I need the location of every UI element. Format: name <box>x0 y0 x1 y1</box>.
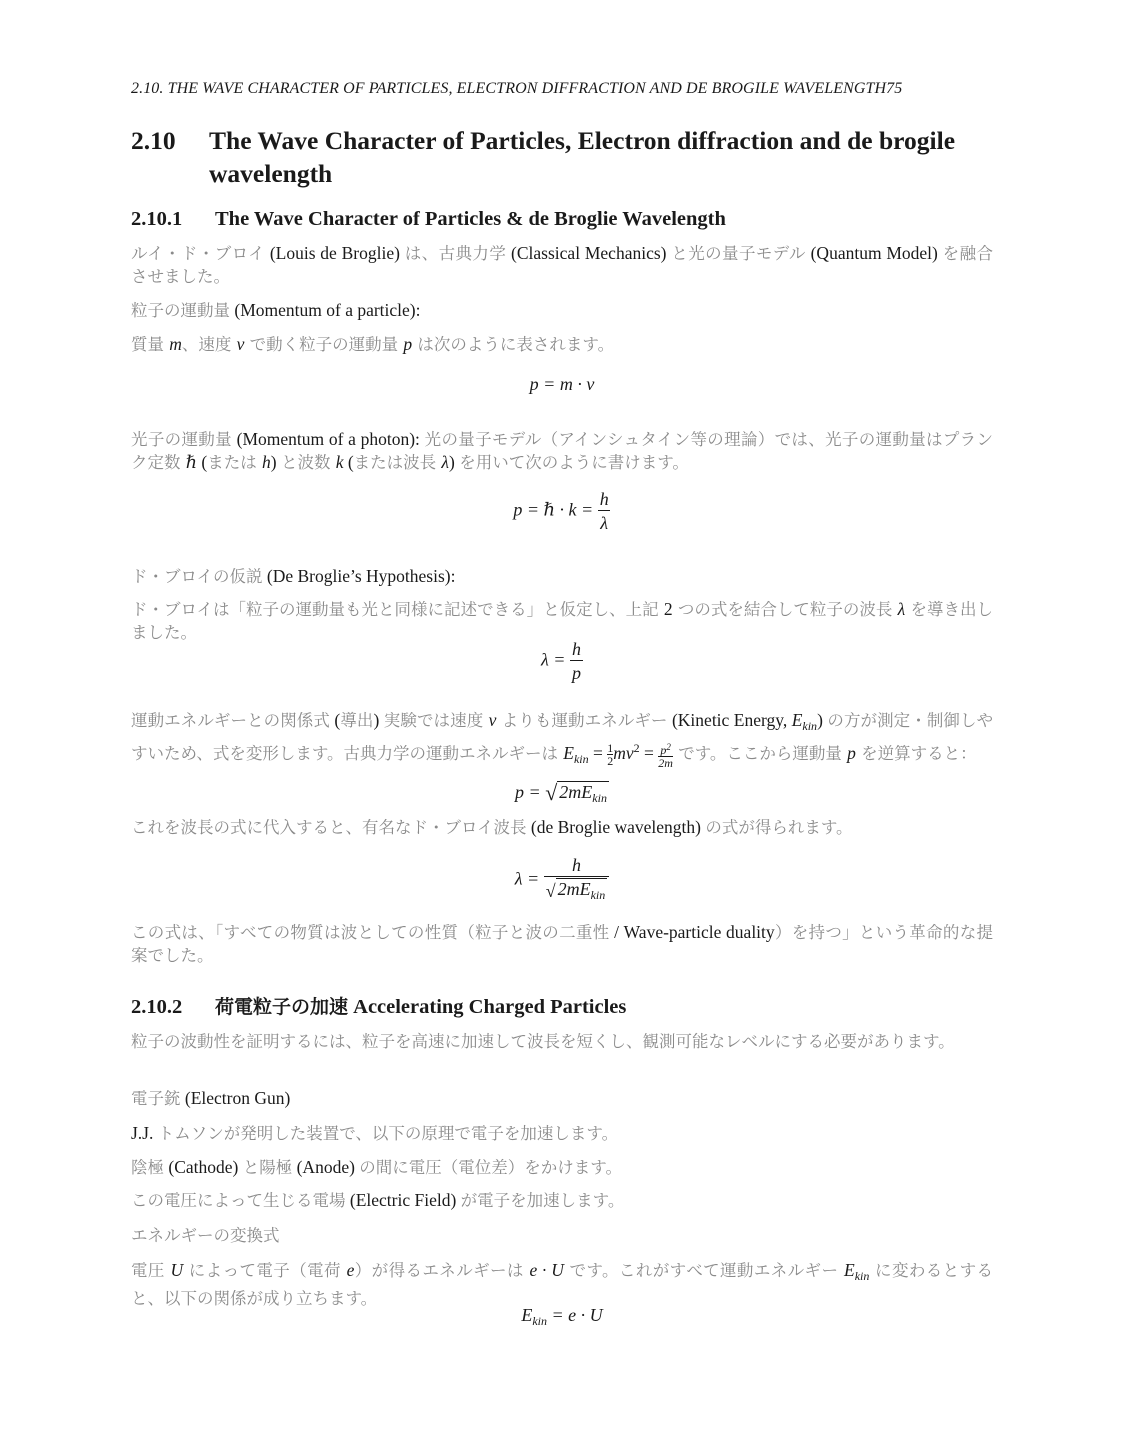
math-subscript: kin <box>802 719 818 733</box>
math-var: E <box>521 1305 533 1325</box>
text-jp: 光子の運動量 <box>131 430 232 449</box>
math-var: U <box>170 1260 184 1280</box>
subsection-number: 2.10.2 <box>131 996 183 1018</box>
equation-momentum: p = m · v <box>529 374 595 394</box>
text-en: ( <box>197 452 208 472</box>
text-en: (Electron Gun) <box>180 1088 291 1108</box>
paragraph-momentum-photon <box>131 428 993 474</box>
denominator: 2 <box>607 754 614 769</box>
math-var: mv <box>613 743 634 763</box>
math-var: m <box>169 334 182 354</box>
subsection-title-en: Accelerating Charged Particles <box>348 996 627 1018</box>
text-jp: は、古典力学 <box>404 244 507 263</box>
text-jp: つの式を結合して粒子の波長 <box>672 600 898 619</box>
paragraph-kinetic-energy <box>131 709 993 770</box>
paragraph-energy-conversion-label <box>131 1224 993 1247</box>
text-jp: と陽極 <box>242 1158 293 1177</box>
paragraph-duality <box>131 921 993 967</box>
text-jp: ）を持つ」という革命的な提案でした。 <box>131 923 993 965</box>
text-jp: 電圧 <box>131 1261 171 1280</box>
text-en: (Quantum Model) <box>805 243 943 263</box>
math-var: h <box>261 452 271 472</box>
running-head: 2.10. THE WAVE CHARACTER OF PARTICLES, ELECTRON DIFFRACTION AND DE BROGILE WAVELENGTH75 <box>131 80 903 97</box>
math-var: k <box>335 452 344 472</box>
equation-photon-momentum <box>131 488 993 535</box>
paragraph-momentum-particle-label <box>131 299 993 322</box>
inline-fraction <box>658 741 673 769</box>
paragraph-cathode-anode <box>131 1156 993 1179</box>
text-en: ) <box>270 452 281 472</box>
math-var: E <box>791 710 803 730</box>
equation-rhs: = e · U <box>547 1305 603 1325</box>
math-subscript: kin <box>532 1314 548 1328</box>
subsection-title: The Wave Character of Particles & de Broglie Wavelength <box>215 208 726 230</box>
equation-lhs: p = ℏ · k = <box>513 499 598 520</box>
text-en: (Cathode) <box>164 1157 243 1177</box>
paragraph-acceleration-intro <box>131 1030 993 1053</box>
text-jp: 粒子の運動量 <box>131 301 230 320</box>
numerator <box>660 741 671 756</box>
text-jp: を導き出しました。 <box>131 600 994 642</box>
denominator: λ <box>598 510 610 535</box>
text-en: (Electric Field) <box>345 1190 461 1210</box>
text-jp: 電子銃 <box>131 1089 181 1108</box>
math-var: λ <box>441 452 450 472</box>
paragraph-hypothesis-label <box>131 565 993 588</box>
subsection-title-jp: 荷電粒子の加速 <box>215 996 349 1018</box>
math-var: p <box>660 742 667 757</box>
text-jp: または <box>207 453 262 472</box>
text-jp: 陰極 <box>131 1158 164 1177</box>
math-var: p <box>403 334 413 354</box>
fraction <box>544 854 610 907</box>
math-subscript: kin <box>573 752 589 766</box>
subsection-title <box>215 994 626 1020</box>
radicand: 2mE <box>559 782 593 802</box>
denominator <box>544 876 610 907</box>
square-root: √ $2mE_{kin}$ <box>545 780 607 805</box>
denominator: 2m <box>658 755 673 770</box>
text-jp: 導出 <box>340 711 374 730</box>
text-en: (Kinetic Energy, <box>667 710 792 730</box>
math-subscript: kin <box>592 791 607 805</box>
math-op: = <box>639 743 659 763</box>
text-jp: です。これがすべて運動エネルギー <box>563 1261 845 1280</box>
text-jp: 光の量子モデル（アインシュタイン等の理論）では、光子の運動量はプランク定数 <box>131 430 994 472</box>
square-root: √ $2mE_{kin}$ <box>545 879 606 902</box>
text-en: / Wave-particle duality <box>609 922 775 942</box>
equation-de-broglie-wavelength <box>131 854 993 907</box>
text-jp: この式は、「すべての物質は波としての性質（粒子と波の二重性 <box>131 923 610 942</box>
text-jp: で動く粒子の運動量 <box>244 335 404 354</box>
text-jp: ド・ブロイの仮説 <box>131 567 263 586</box>
text-en: ) <box>373 710 384 730</box>
radicand: 2mE <box>557 879 591 899</box>
text-jp: 質量 <box>131 335 170 354</box>
text-jp: の方が測定・制御しやすいため、式を変形します。古典力学の運動エネルギーは <box>131 711 994 763</box>
text-en: (Momentum of a particle): <box>230 300 421 320</box>
text-jp: 実験では速度 <box>383 711 489 730</box>
text-jp: よりも運動エネルギー <box>496 711 668 730</box>
math-op: = <box>588 743 608 763</box>
math-superscript: 2 <box>666 741 671 752</box>
text-jp: の間に電圧（電位差）をかけます。 <box>359 1158 622 1177</box>
equation-lhs: p = <box>515 782 546 802</box>
text-en: (Louis de Broglie) <box>265 243 405 263</box>
text-en: (Classical Mechanics) <box>506 243 672 263</box>
equation-momentum-from-energy <box>131 780 993 806</box>
math-subscript: kin <box>854 1269 870 1283</box>
text-en: (de Broglie wavelength) <box>526 817 706 837</box>
math-var: e <box>346 1260 355 1280</box>
paragraph-electric-field <box>131 1189 993 1212</box>
text-en: J.J. <box>131 1123 158 1143</box>
text-jp: 運動エネルギーとの関係式 <box>131 711 330 730</box>
equation-kinetic-energy <box>131 1305 993 1329</box>
text-en: (De Broglie’s Hypothesis): <box>262 566 456 586</box>
paragraph-momentum-particle <box>131 333 993 356</box>
math-var: E <box>563 743 574 763</box>
text-jp: を融合させました。 <box>131 244 994 286</box>
math-var: v <box>488 710 497 730</box>
text-en: ) <box>449 452 460 472</box>
text-jp: ド・ブロイは「粒子の運動量も光と同様に記述できる」と仮定し、上記 <box>131 600 664 619</box>
text-jp: の式が得られます。 <box>705 818 853 837</box>
text-jp: エネルギーの変換式 <box>131 1226 280 1245</box>
text-jp: が電子を加速します。 <box>460 1191 625 1210</box>
fraction <box>570 638 583 685</box>
text-en: (Momentum of a photon): <box>231 429 425 449</box>
text-jp: を逆算すると： <box>855 744 977 763</box>
text-jp: ）が得るエネルギーは <box>354 1261 530 1280</box>
text-jp: この電圧によって生じる電場 <box>131 1191 346 1210</box>
text-en: ( <box>343 452 354 472</box>
numerator: h <box>599 489 609 509</box>
text-jp: ルイ・ド・ブロイ <box>131 244 266 263</box>
text-jp: によって電子（電荷 <box>183 1261 347 1280</box>
section-number: 2.10 <box>131 126 176 155</box>
text-jp: トムソンが発明した装置で、以下の原理で電子を加速します。 <box>157 1124 619 1143</box>
math-subscript: kin <box>590 888 606 902</box>
text-jp: に変わるとすると、以下の関係が成り立ちます。 <box>131 1261 994 1308</box>
math-superscript: 2 <box>633 741 640 755</box>
text-en: ) <box>817 710 828 730</box>
paragraph-substitution <box>131 816 993 839</box>
text-jp: または波長 <box>353 453 442 472</box>
numerator: h <box>571 639 581 659</box>
equation-de-broglie-basic <box>131 638 993 685</box>
equation-lhs: λ = <box>541 649 570 670</box>
numerator: h <box>571 855 581 875</box>
text-jp: これを波長の式に代入すると、有名なド・ブロイ波長 <box>131 818 527 837</box>
text-en: (Anode) <box>292 1157 360 1177</box>
equation-lhs: λ = <box>514 868 544 889</box>
math-var: p <box>847 743 856 763</box>
text-jp: と波数 <box>280 453 336 472</box>
text-en: 2 <box>663 599 673 619</box>
section-title: The Wave Character of Particles, Electron diffraction and de brogile wavelength <box>209 126 956 188</box>
numerator: 1 <box>607 741 614 756</box>
text-jp: は次のように表されます。 <box>412 335 615 354</box>
math-expr: e · U <box>529 1260 564 1280</box>
math-var: λ <box>897 599 906 619</box>
text-jp: と光の量子モデル <box>671 244 806 263</box>
denominator: p <box>570 660 583 685</box>
fraction <box>598 488 611 535</box>
subsection-number: 2.10.1 <box>131 208 183 230</box>
math-var: v <box>236 334 245 354</box>
text-en: ( <box>329 710 341 730</box>
text-jp: 、速度 <box>181 335 237 354</box>
math-var: ℏ <box>185 452 198 472</box>
paragraph-electron-gun-label <box>131 1087 993 1110</box>
paragraph-thomson <box>131 1122 993 1145</box>
paragraph-intro <box>131 242 993 288</box>
text-jp: 粒子の波動性を証明するには、粒子を高速に加速して波長を短くし、観測可能なレベルにする必要があります。 <box>131 1032 955 1051</box>
text-jp: です。ここから運動量 <box>672 744 848 763</box>
text-jp: を用いて次のように書けます。 <box>459 453 689 472</box>
math-var: E <box>844 1260 855 1280</box>
paragraph-energy-conversion <box>131 1259 993 1310</box>
